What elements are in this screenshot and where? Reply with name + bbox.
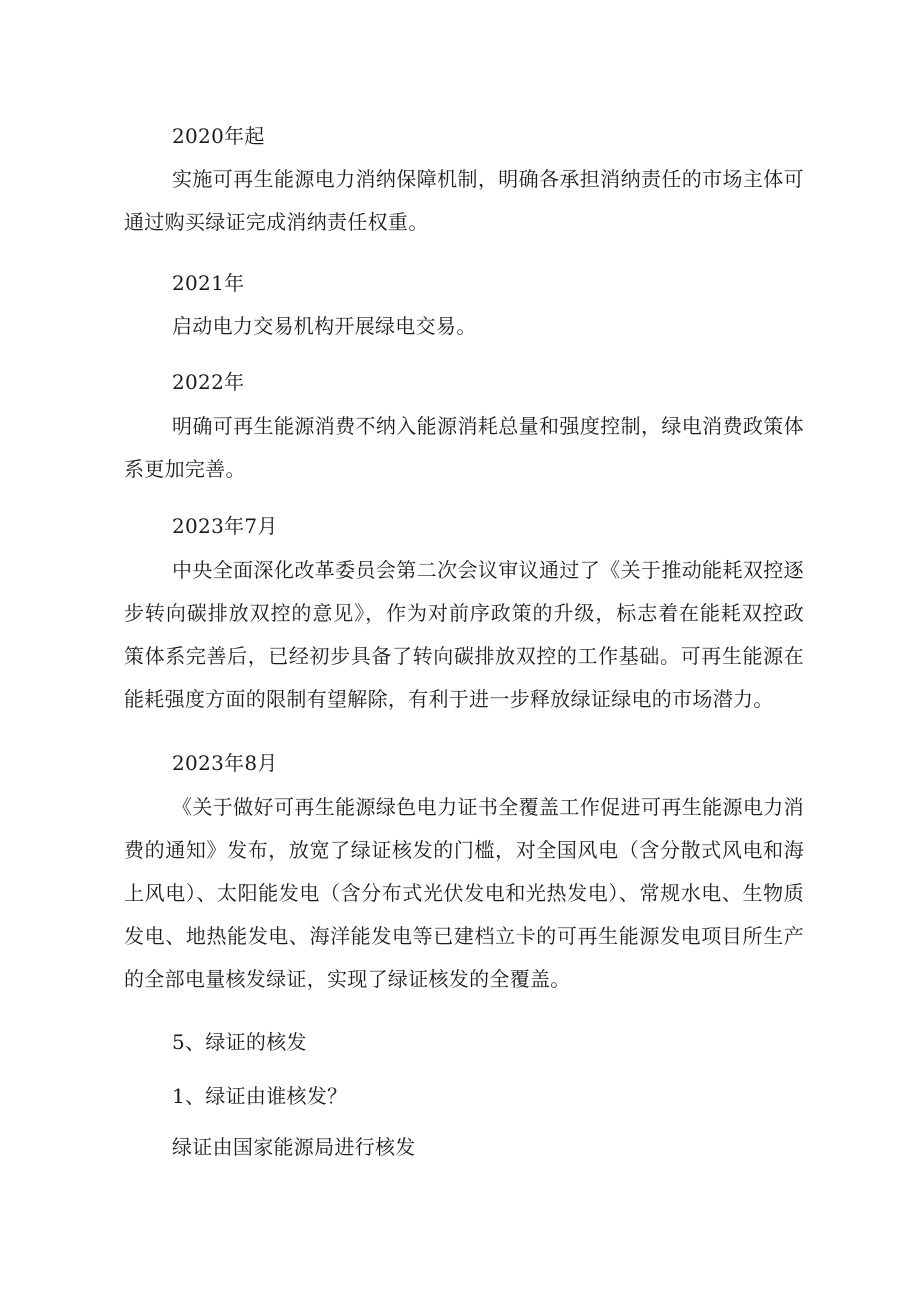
section-body-2023-07: 中央全面深化改革委员会第二次会议审议通过了《关于推动能耗双控逐步转向碳排放双控的意见》，作为对前序政策的升级，标志着在能耗双控政策体系完善后，已经初步具备了转向碳排放双控的工作基础。可再生能源在能耗强度方面的限制有望解除，有利于进一步释放绿证绿电的市场潜力。 bbox=[124, 558, 804, 711]
question-1: 1、绿证由谁核发？ bbox=[172, 1084, 348, 1108]
section-heading-2023-07: 2023年7月 bbox=[172, 514, 278, 538]
section-heading-2022: 2022年 bbox=[172, 370, 245, 394]
answer-1: 绿证由国家能源局进行核发 bbox=[172, 1135, 416, 1159]
section-body-2020: 实施可再生能源电力消纳保障机制，明确各承担消纳责任的市场主体可通过购买绿证完成消纳责任权重。 bbox=[124, 167, 804, 234]
section-body-2022: 明确可再生能源消费不纳入能源消耗总量和强度控制，绿电消费政策体系更加完善。 bbox=[124, 414, 804, 481]
section-body-2023-08: 《关于做好可再生能源绿色电力证书全覆盖工作促进可再生能源电力消费的通知》发布，放宽了绿证核发的门槛，对全国风电（含分散式风电和海上风电）、太阳能发电（含分布式光伏发电和光热发电）、常规水电、生物质发电、地热能发电、海洋能发电等已建档立卡的可再生能源发电项目所生产的全部电量核发绿证，实现了绿证核发的全覆盖。 bbox=[124, 795, 804, 991]
section-heading-2021: 2021年 bbox=[172, 271, 245, 295]
section-title-5: 5、绿证的核发 bbox=[172, 1030, 307, 1054]
section-body-2021: 启动电力交易机构开展绿电交易。 bbox=[172, 314, 477, 338]
section-heading-2023-08: 2023年8月 bbox=[172, 751, 278, 775]
section-heading-2020: 2020年起 bbox=[172, 124, 265, 148]
